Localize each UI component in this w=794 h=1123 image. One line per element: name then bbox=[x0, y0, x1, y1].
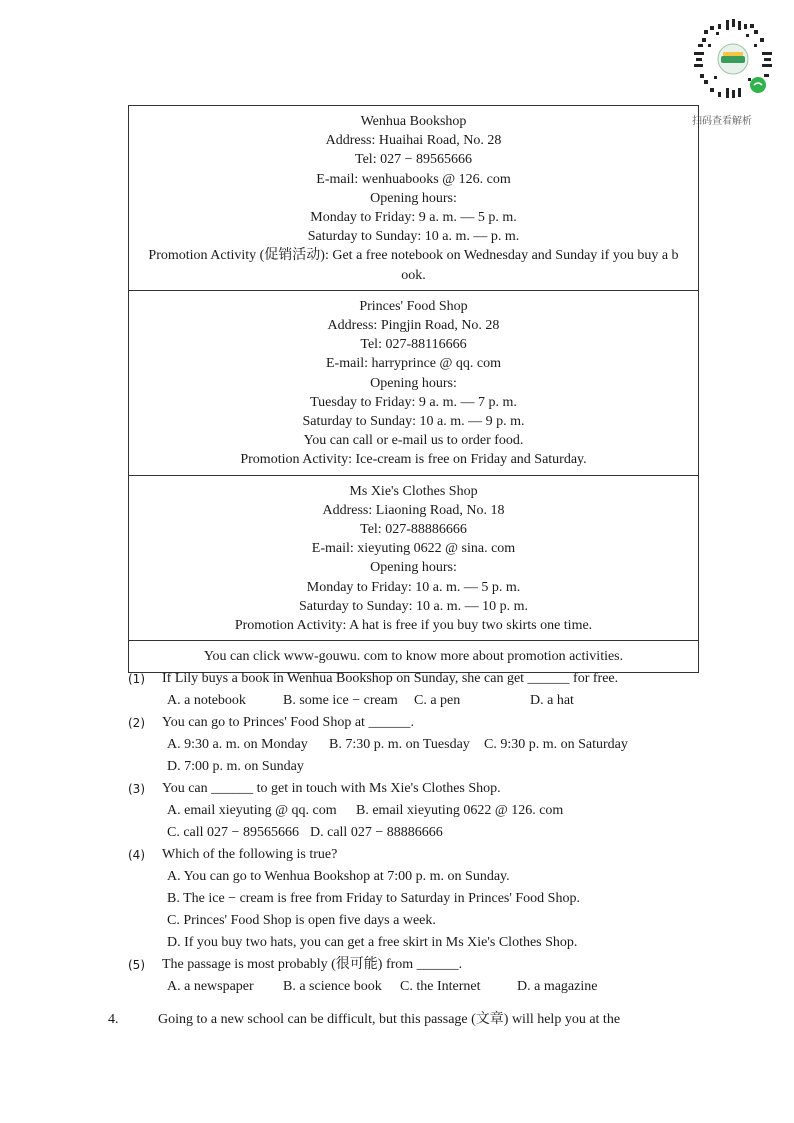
ad-line: Opening hours: bbox=[370, 560, 457, 576]
question-4 bbox=[128, 844, 728, 866]
ad-line: E-mail: harryprince @ qq. com bbox=[326, 356, 501, 372]
passage-text: Going to a new school can be difficult, but this passage (文章) will help you at the bbox=[158, 1012, 621, 1027]
ad-line: Promotion Activity: Ice-cream is free on Friday and Saturday. bbox=[240, 452, 587, 468]
ad-line: Monday to Friday: 9 a. m. — 5 p. m. bbox=[310, 210, 517, 226]
option-d: D. a hat bbox=[530, 693, 574, 708]
options-row bbox=[128, 800, 728, 822]
ad-line: Opening hours: bbox=[370, 375, 457, 391]
ad-line: Saturday to Sunday: 10 a. m. — 10 p. m. bbox=[298, 598, 529, 614]
options-row bbox=[128, 888, 728, 910]
ad-line: Tel: 027-88116666 bbox=[360, 337, 467, 353]
ad-princes-food-shop bbox=[129, 291, 698, 476]
ad-line: Saturday to Sunday: 10 a. m. — 9 p. m. bbox=[302, 414, 525, 430]
option-b: B. email xieyuting 0622 @ 126. com bbox=[356, 803, 564, 818]
ad-line: Address: Huaihai Road, No. 28 bbox=[325, 133, 502, 149]
shop-ads-table bbox=[128, 105, 699, 673]
question-5 bbox=[128, 954, 728, 976]
option-c: C. the Internet bbox=[400, 979, 481, 994]
question-text: If Lily buys a book in Wenhua Bookshop on Sunday, she can get ______ for free. bbox=[162, 671, 619, 686]
question-text: You can ______ to get in touch with Ms Xie's Clothes Shop. bbox=[162, 781, 501, 796]
option-b: B. The ice − cream is free from Friday to Saturday in Princes' Food Shop. bbox=[167, 891, 580, 906]
ad-line: Promotion Activity: A hat is free if you buy two skirts one time. bbox=[234, 618, 593, 634]
question-text: Which of the following is true? bbox=[162, 847, 338, 862]
ad-line: Tel: 027 − 89565666 bbox=[355, 152, 472, 168]
options-row bbox=[128, 866, 728, 888]
options-row bbox=[128, 910, 728, 932]
ad-line: ook. bbox=[401, 267, 426, 283]
option-c: C. 9:30 p. m. on Saturday bbox=[484, 737, 628, 752]
questions-section bbox=[128, 668, 728, 998]
option-d: D. a magazine bbox=[517, 979, 598, 994]
options-row bbox=[128, 756, 728, 778]
option-a: A. email xieyuting @ qq. com bbox=[167, 803, 337, 818]
option-a: A. You can go to Wenhua Bookshop at 7:00 p. m. on Sunday. bbox=[167, 869, 510, 884]
ad-line: Ms Xie's Clothes Shop bbox=[349, 483, 478, 499]
ad-line: E-mail: wenhuabooks @ 126. com bbox=[316, 171, 511, 187]
ad-line: E-mail: xieyuting 0622 @ sina. com bbox=[311, 541, 516, 557]
options-row bbox=[128, 690, 728, 712]
ad-line: Tel: 027-88886666 bbox=[360, 522, 467, 538]
question-number: (1) bbox=[128, 672, 145, 686]
question-number: (2) bbox=[128, 716, 145, 730]
ad-line: You can call or e-mail us to order food. bbox=[303, 433, 524, 449]
options-row bbox=[128, 822, 728, 844]
ad-line: Saturday to Sunday: 10 a. m. — p. m. bbox=[307, 229, 520, 245]
passage-number: 4. bbox=[108, 1012, 119, 1027]
options-row bbox=[128, 734, 728, 756]
options-row bbox=[128, 932, 728, 954]
question-number: (5) bbox=[128, 958, 145, 972]
option-b: B. some ice − cream bbox=[283, 693, 398, 708]
ad-line: Promotion Activity (促销活动): Get a free notebook on Wednesday and Sunday if you buy a b bbox=[148, 248, 679, 264]
qr-caption: 扫码查看解析 bbox=[692, 116, 752, 127]
question-1 bbox=[128, 668, 728, 690]
options-row bbox=[128, 976, 728, 998]
option-d: D. If you buy two hats, you can get a free skirt in Ms Xie's Clothes Shop. bbox=[167, 935, 578, 950]
option-b: B. 7:30 p. m. on Tuesday bbox=[329, 737, 470, 752]
ad-line: Wenhua Bookshop bbox=[360, 114, 467, 129]
option-a: A. a newspaper bbox=[167, 979, 254, 994]
ad-footer-note: You can click www-gouwu. com to know more about promotion activities. bbox=[203, 649, 624, 665]
question-text: You can go to Princes' Food Shop at ______. bbox=[162, 715, 414, 730]
ad-line: Tuesday to Friday: 9 a. m. — 7 p. m. bbox=[310, 394, 517, 410]
question-3 bbox=[128, 778, 728, 800]
ad-line: Princes' Food Shop bbox=[359, 298, 468, 314]
option-a: A. a notebook bbox=[167, 693, 246, 708]
ad-wenhua-bookshop bbox=[129, 106, 698, 291]
option-d: D. call 027 − 88886666 bbox=[310, 825, 443, 840]
question-2 bbox=[128, 712, 728, 734]
ad-line: Monday to Friday: 10 a. m. — 5 p. m. bbox=[306, 579, 521, 595]
option-c: C. Princes' Food Shop is open five days a week. bbox=[167, 913, 436, 928]
qr-code bbox=[690, 16, 776, 102]
question-number: (3) bbox=[128, 782, 145, 796]
option-c: C. a pen bbox=[414, 693, 461, 708]
option-c: C. call 027 − 89565666 bbox=[167, 825, 299, 840]
qr-code-graphic bbox=[690, 16, 776, 102]
question-text: The passage is most probably (很可能) from ______. bbox=[162, 957, 463, 972]
ad-line: Address: Liaoning Road, No. 18 bbox=[322, 502, 505, 518]
ad-line: Address: Pingjin Road, No. 28 bbox=[327, 318, 500, 334]
ad-ms-xie-clothes-shop bbox=[129, 476, 698, 642]
option-b: B. a science book bbox=[283, 979, 382, 994]
option-d: D. 7:00 p. m. on Sunday bbox=[167, 759, 304, 774]
option-a: A. 9:30 a. m. on Monday bbox=[167, 737, 308, 752]
question-number: (4) bbox=[128, 848, 145, 862]
ad-line: Opening hours: bbox=[370, 190, 457, 206]
